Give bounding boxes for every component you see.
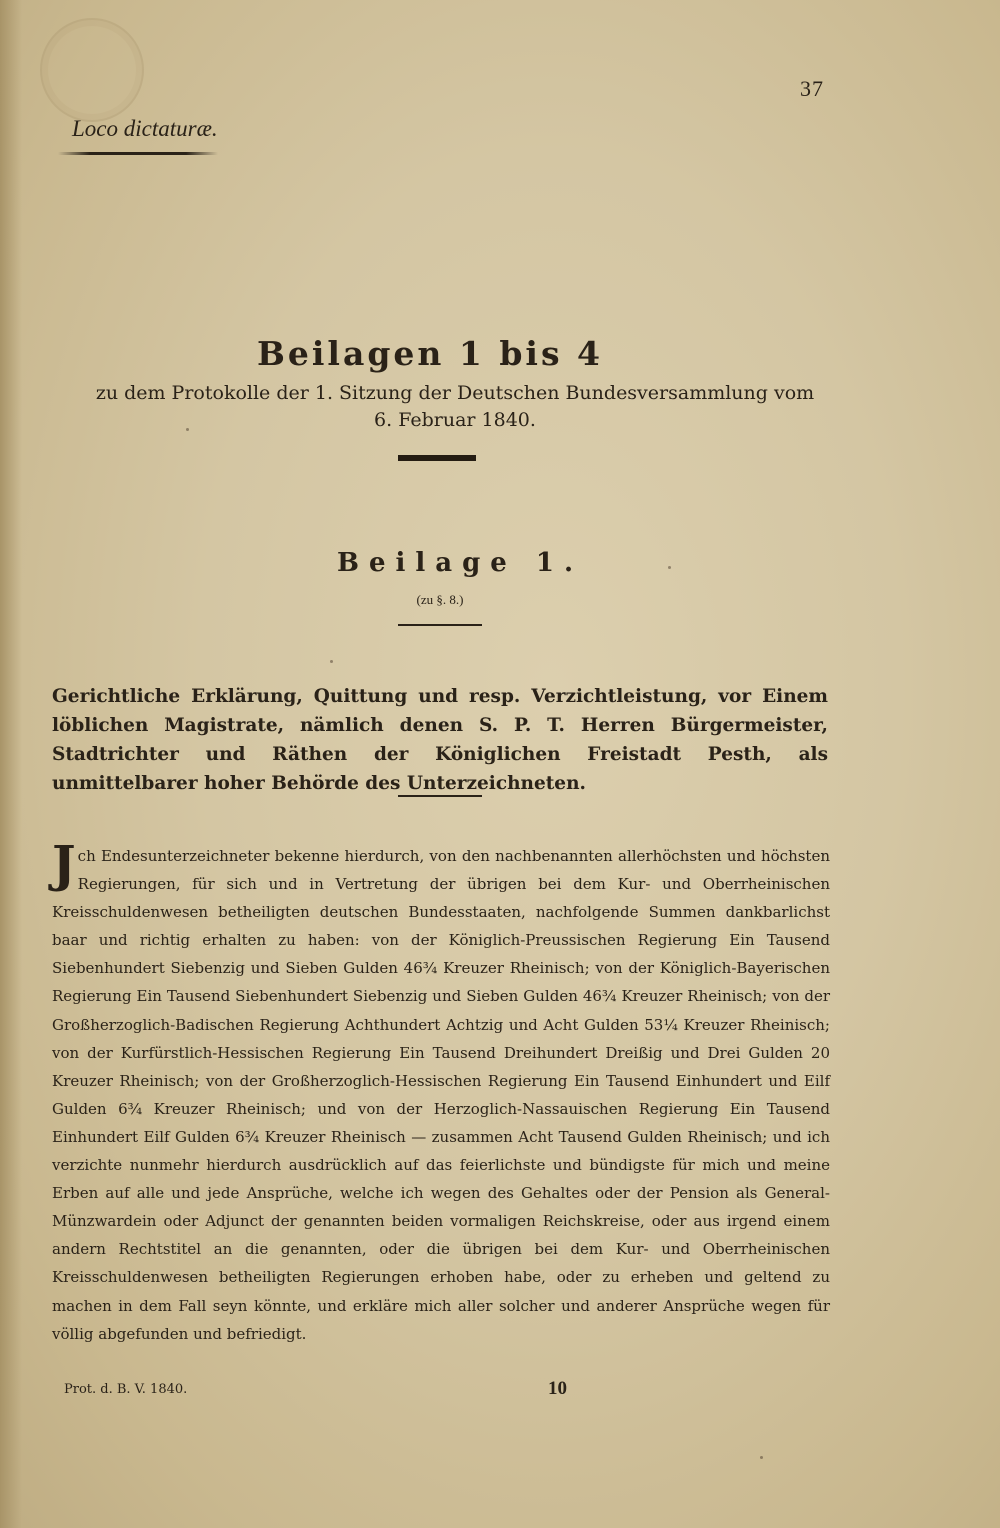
subtitle-line-1: zu dem Protokolle der 1. Sitzung der Deutschen Bundesversammlung vom	[95, 382, 815, 404]
paper-speck	[668, 566, 671, 569]
paper-speck	[760, 1456, 763, 1459]
section-divider	[398, 624, 482, 626]
declaration-divider	[398, 795, 482, 797]
paper-speck	[330, 660, 333, 663]
body-paragraph	[52, 834, 830, 1348]
title-divider	[398, 455, 476, 461]
subtitle-line-2: 6. Februar 1840.	[374, 409, 536, 431]
page-number: 37	[800, 76, 824, 101]
loco-dictaturae-label: Loco dictaturæ.	[72, 116, 218, 141]
section-title: Beilage 1.	[336, 548, 584, 578]
page-title: Beilagen 1 bis 4	[257, 334, 603, 373]
drop-cap: J	[52, 834, 76, 893]
footer-signature-mark: 10	[548, 1378, 567, 1399]
library-stamp	[40, 18, 144, 122]
loco-underline	[58, 152, 218, 155]
declaration-heading: Gerichtliche Erklärung, Quittung und resp. Verzichtleistung, vor Einem löblichen Magistrate, nämlich denen S. P. T. Herren Bürgermeister, Stadtrichter und Räthen der Königlichen Freistadt Pesth, als unmittelbarer hoher Behörde des Unterzeichneten.	[52, 686, 828, 794]
page-subtitle	[60, 380, 850, 434]
page-edge-shadow	[0, 0, 22, 1528]
footer-reference: Prot. d. B. V. 1840.	[64, 1382, 188, 1397]
paper-speck	[186, 428, 189, 431]
section-reference: (zu §. 8.)	[416, 592, 464, 607]
body-text: ch Endesunterzeichneter bekenne hierdurch, von den nachbenannten allerhöchsten und höchsten Regierungen, für sich und in Vertretung der übrigen bei dem Kur- und Oberrheinischen Kreisschuldenwesen betheiligten deutschen Bundesstaaten, nachfolgende Summen dankbarlichst baar und richtig erhalten zu haben: von der Königlich-Preussischen Regierung Ein Tausend Siebenhundert Siebenzig und Sieben Gulden 46¾ Kreuzer Rheinisch; von der Königlich-Bayerischen Regierung Ein Tausend Siebenhundert Siebenzig und Sieben Gulden 46¾ Kreuzer Rheinisch; von der Großherzoglich-Badischen Regierung Achthundert Achtzig und Acht Gulden 53¼ Kreuzer Rheinisch; von der Kurfürstlich-Hessischen Regierung Ein Tausend Dreihundert Dreißig und Drei Gulden 20 Kreuzer Rheinisch; von der Großherzoglich-Hessischen Regierung Ein Tausend Einhundert und Eilf Gulden 6¾ Kreuzer Rheinisch; und von der Herzoglich-Nassauischen Regierung Ein Tausend Einhundert Eilf Gulden 6¾ Kreuzer Rheinisch — zusammen Acht Tausend Gulden Rheinisch; und ich verzichte nunmehr hierdurch ausdrücklich auf das feierlichste und bündigste für mich und meine Erben auf alle und jede Ansprüche, welche ich wegen des Gehaltes oder der Pension als General-Münzwardein oder Adjunct der genannten beiden vormaligen Reichskreise, oder aus irgend einem andern Rechtstitel an die genannten, oder die übrigen bei dem Kur- und Oberrheinischen Kreisschuldenwesen betheiligten Regierungen erhoben habe, oder zu erheben und geltend zu machen in dem Fall seyn könnte, und erkläre mich aller solcher und anderer Ansprüche wegen für völlig abgefunden und befriedigt.	[52, 847, 830, 1343]
